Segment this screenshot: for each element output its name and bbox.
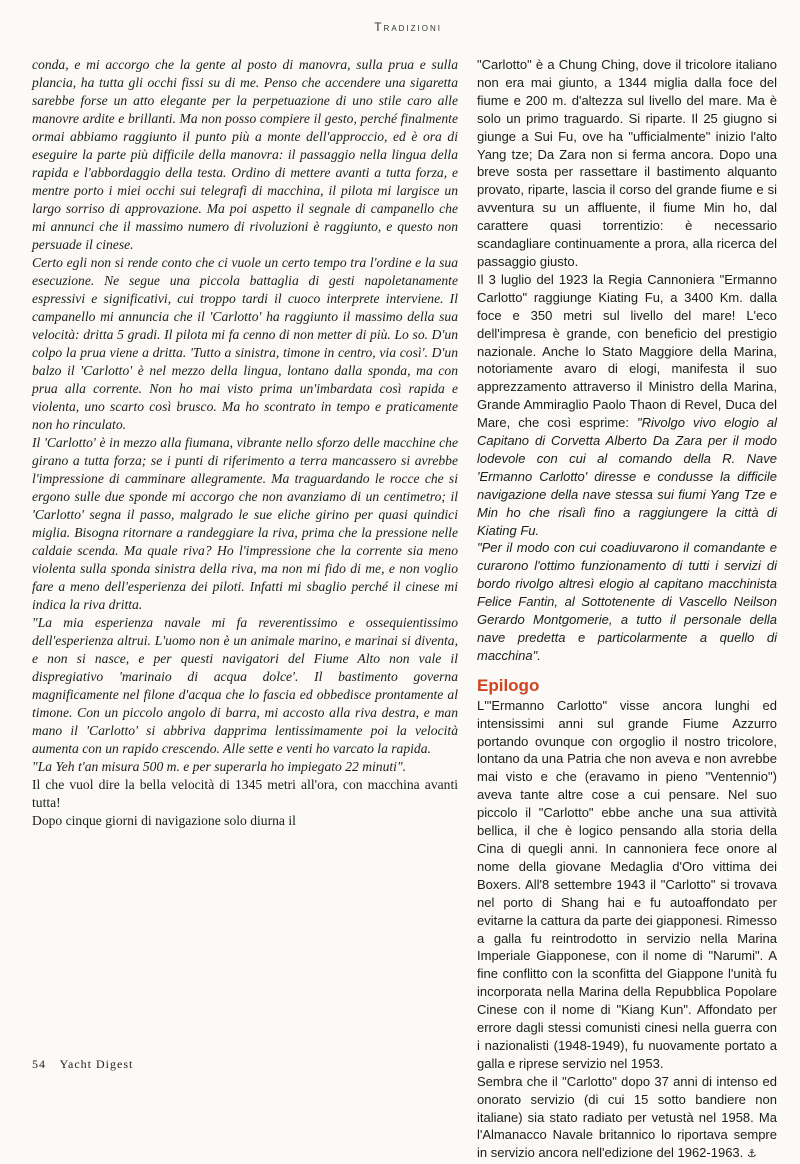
paragraph: Il che vuol dire la bella velocità di 1345 metri all'ora, con macchina avanti tutta! xyxy=(32,777,458,810)
page-footer xyxy=(32,1057,133,1072)
paragraph xyxy=(477,1073,777,1164)
anchor-icon: ⚓ xyxy=(746,1148,757,1161)
paragraph xyxy=(477,271,777,540)
publication-name: Yacht Digest xyxy=(59,1057,134,1071)
section-header: Tradizioni xyxy=(374,20,442,34)
paragraph: "La Yeh t'an misura 500 m. e per superarla ho impiegato 22 minuti". xyxy=(32,759,407,774)
paragraph-text: Sembra che il "Carlotto" dopo 37 anni di intenso ed onorato servizio (di cui 15 sotto bandiere non italiane) sia stato radiato per vetustà nel 1958. Ma l'Almanacco Navale britannico lo riportava sempre in servizio ancora nell'edizione del 1962-1963. xyxy=(477,1073,777,1161)
page-number: 54 xyxy=(32,1057,46,1071)
paragraph: conda, e mi accorgo che la gente al posto di manovra, sulla prua e sulla plancia, ha tutta gli occhi fissi su di me. Penso che accendere una sigaretta sarebbe forse un atto elegante per la perpetuazione di uno stile caro alle manovre ardite e brillanti. Ma non posso compiere il gesto, perché finalmente ormai abbiamo raggiunto il punto più a monte dell'approccio, ed è ora di eseguire la parte più difficile della manovra: il passaggio nella lingua della rapida e l'abbordaggio della testa. Ordino di mettere avanti a tutta forza, e mentre porto i miei occhi sui telegrafi di macchina, il pilota mi largisce un largo sorriso di approvazione. Ma poi aspetto il segnale di campanello che mi annunci che il massimo numero di rivoluzioni è raggiunto, e questo non persuade il cinese. xyxy=(32,57,458,252)
paragraph: L'"Ermanno Carlotto" visse ancora lunghi ed intensissimi anni sul grande Fiume Azzurro portando ovunque con orgoglio il nostro tricolore, lontano da una Patria che non aveva e non avrebbe mai visto e che (eravamo in pieno "Ventennio") aveva tante altre cose a cui pensare. Nel suo piccolo il "Carlotto" ebbe anche una sua attività bellica, il che è logico pensando alla storia della Cina di quegli anni. In cannoniera fece onore al nome della giovane Medaglia d'Oro vittima dei Boxers. All'8 settembre 1943 il "Carlotto" si trovava nel porto di Shang hai e fu autoaffondato per evitarne la cattura da parte dei giapponesi. Rimesso a galla fu reintrodotto in servizio nella Marina Imperiale Giapponese, con il nome di "Narumi". A fine conflitto con la sconfitta del Giappone l'unità fu incorporata nella Marina della Repubblica Popolare Cinese con il nome di "Kiang Kun". Affondato per errore dagli stessi comunisti cinesi nella guerra con i nazionalisti (1948-1949), fu nuovamente portato a galla e riprese servizio nel 1953. xyxy=(477,697,777,1071)
quote-text: "Rivolgo vivo elogio al Capitano di Corvetta Alberto Da Zara per il modo lodevole con cui al comando della R. Nave 'Ermanno Carlotto' diresse e condusse la difficile navigazione della nave stessa sui fiumi Yang Tze e Min ho che risalì fino a raggiungere la città di Kiating Fu. xyxy=(477,415,777,538)
paragraph: Il 'Carlotto' è in mezzo alla fiumana, vibrante nello sforzo delle macchine che girano a tutta forza; se i punti di riferimento a terra mancassero si avrebbe l'impressione di camminare allegramente. Ma traguardando le rocce che si ergono sulle due sponde mi accorgo che non avanziamo di un centimetro; il 'Carlotto' segna il passo, malgrado le sue eliche girino per quasi quindici miglia. Bisogna ritornare a randeggiare la riva, prima che la pressione nelle caldaie scenda. Ma quale riva? Ho l'impressione che la corrente sia meno violenta sulla sponda sinistra della riva, ma non mi fido di me, e non voglio fare a meno dell'esperienza dei piloti. Infatti mi sbaglio perché il cinese mi indica la riva dritta. xyxy=(32,435,458,612)
quote-paragraph: "Per il modo con cui coadiuvarono il comandante e curarono l'ottimo funzionamento di tutti i servizi di bordo rivolgo altresì elogio al capitano macchinista Felice Fantin, al Sottotenente di Vascello Neilson Gerardo Montgomerie, a tutto il personale della nave predetta e particolarmente a quello di macchina". xyxy=(477,540,777,663)
epilogue-heading: Epilogo xyxy=(477,675,540,695)
right-column xyxy=(477,56,777,1161)
paragraph: Certo egli non si rende conto che ci vuole un certo tempo tra l'ordine e la sua esecuzione. Ne segue una piccola battaglia di gesti napoletanamente espressivi e significativi, cui troppo tardi il cuoco interprete interviene. Il campanello mi annuncia che il 'Carlotto' ha raggiunto il massimo della sua velocità: dritta 5 gradi. Il pilota mi fa cenno di non metter di più. Lo so. D'un colpo la prua viene a dritta. 'Tutto a sinistra, timone in centro, via così'. D'un balzo il 'Carlotto' è nel mezzo della lingua, lontano dalla sponda, ma con prua alla corrente. Non ho mai visto prima un'imbardata così rapida e violenta, uno scarto così brusco. Ma ho scontrato in tempo e praticamente non ho rinculato. xyxy=(32,255,458,432)
paragraph: "La mia esperienza navale mi fa reverentissimo e ossequientissimo dell'esperienza altrui. L'uomo non è un animale marino, e marinai si diventa, e non si nasce, e per questi navigatori del Fiume Alto non vale il dispregiativo 'marinaio di acqua dolce'. Il bastimento governa magnificamente nel filone d'acqua che lo fascia ed obbedisce prontamente al timone. Con un piccolo angolo di barra, mi accosto alla riva destra, e man mano il 'Carlotto' si abbriva dapprima lentissimamente poi la velocità aumenta con un rapido crescendo. Alle sette e venti ho varcato la rapida. xyxy=(32,615,458,756)
paragraph: Dopo cinque giorni di navigazione solo diurna il xyxy=(32,813,296,828)
left-column xyxy=(32,56,458,1046)
paragraph: "Carlotto" è a Chung Ching, dove il tricolore italiano non era mai giunto, a 1344 miglia dalla foce del fiume e 200 m. d'altezza sul livello del mare. Ma è solo un primo traguardo. Si riparte. Il 25 giugno si giunge a Sui Fu, ove ha "ufficialmente" inizio l'alto Yang tze; Da Zara non si ferma ancora. Dopo una breve sosta per rassettare il bastimento alquanto provato, riparte, lascia il corso del grande fiume e si avventura su un affluente, il fiume Min ho, dal carattere quasi torrentizio: è necessario scandagliare continuamente a prora, alla ricerca del passaggio giusto. xyxy=(477,57,777,269)
paragraph-text: Il 3 luglio del 1923 la Regia Cannoniera "Ermanno Carlotto" raggiunge Kiating Fu, a 3400 Km. dalla foce e 350 metri sul livello del mare! L'eco dell'impresa è grande, con beneficio del prestigio nazionale. Anche lo Stato Maggiore della Marina, notoriamente avaro di elogi, manifesta il suo apprezzamento attraverso il Ministro della Marina, Grande Ammiraglio Paolo Thaon di Revel, Duca del Mare, che così esprime: xyxy=(477,271,777,431)
